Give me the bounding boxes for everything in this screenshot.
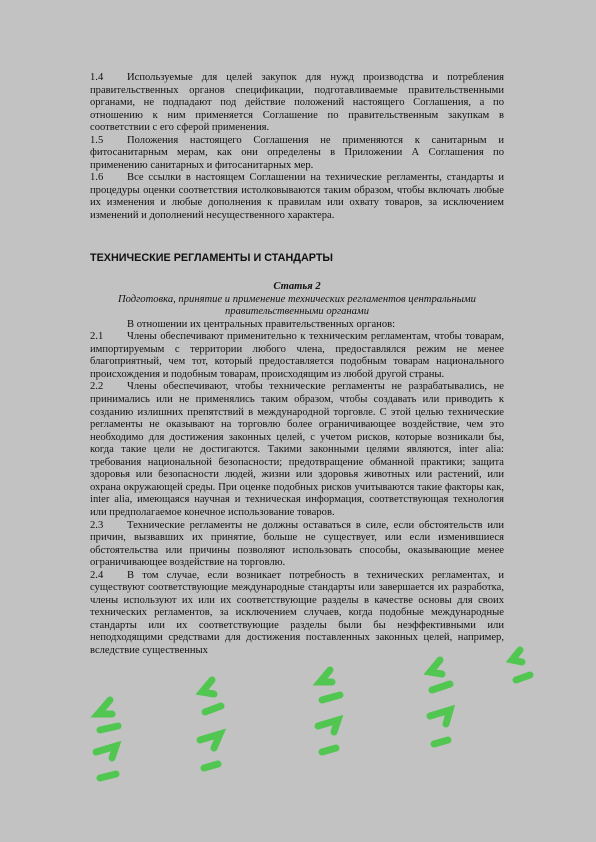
paragraph-text: Положения настоящего Соглашения не применяются к санитарным и фитосанитарным мерам, как они определены в Приложении А Соглашения по применению санитарных и фитосанитарных мер. <box>90 134 504 171</box>
watermark-stroke <box>320 670 332 682</box>
paragraph-text: Члены обеспечивают, чтобы технические регламенты не разрабатывались, не принимались или не применялись таким образом, чтобы создавать или приводить к созданию излишних препятствий в международной торговле. С этой целью технические регламенты не оказывают на торговлю более ограничивающее воздействие, чем это необходимо для достижения законных целей, с учетом рисков, которые возникали бы, когда такие цели не достигаются. Такими законными целями являются, inter alia: требования национальной безопасности; предотвращение обманной практики; защита здоровья или безопасности людей, жизни или здоровья животных или растений, или охрана окружающей среды. При оценке подобных рисков учитываются такие факторы как, inter alia, имеющаяся научная и техническая информация, соответствующая технология или предполагаемое конечное использование товаров. <box>90 381 504 518</box>
paragraph-number: 2.2 <box>90 381 104 393</box>
watermark-stroke <box>202 680 214 694</box>
paragraph-text: Члены обеспечивают применительно к техническим регламентам, чтобы товарам, импортируемым с территории любого члена, предоставлялся режим не менее благоприятный, чем тот, который предоставляется подобным товарам национального происхождения и подобным товарам, происходящим из любой другой страны. <box>90 331 504 380</box>
paragraph <box>90 520 504 570</box>
watermark-stroke <box>516 675 530 680</box>
intro-line: В отношении их центральных правительственных органов: <box>127 318 396 330</box>
watermark-stroke <box>96 746 116 758</box>
watermark-stroke <box>322 748 336 752</box>
paragraph <box>90 331 504 381</box>
document-page <box>90 72 504 658</box>
paragraph-group-main <box>90 331 504 657</box>
paragraph-text: В том случае, если возникает потребность в технических регламентах, и существуют соответствующие международные стандарты или завершается их разработка, члены используют их или их соответствующие разделы в качестве основы для своих технических регламентов, за исключением случаев, когда подобные международные стандарты или их соответствующие разделы были бы неэффективными или неподходящими средствами для достижения поставленных законных целей, например, вследствие существенных <box>90 569 504 656</box>
paragraph <box>90 135 504 173</box>
watermark-stroke <box>430 710 450 724</box>
watermark-stroke <box>204 764 218 768</box>
watermark-stroke <box>200 734 220 748</box>
watermark-stroke <box>205 706 221 712</box>
paragraph-text: Технические регламенты не должны оставаться в силе, если обстоятельств или причин, вызвавших их принятие, больше не существует, или если изменившиеся обстоятельства или причины позволяют использовать способы, оказывающие менее ограничивающее воздействие на торговлю. <box>90 519 504 569</box>
paragraph <box>90 72 504 135</box>
watermark-stroke <box>100 726 118 730</box>
watermark-stroke <box>434 740 448 744</box>
watermark-stroke <box>432 684 450 690</box>
paragraph-number: 2.1 <box>90 331 104 343</box>
watermark-stroke <box>512 650 522 662</box>
paragraph-number: 1.4 <box>90 72 104 83</box>
watermark-stroke <box>322 695 340 700</box>
watermark-stroke <box>318 720 338 732</box>
article-subtitle: Подготовка, принятие и применение технических регламентов центральными правительственными органами <box>118 293 476 318</box>
paragraph <box>90 570 504 658</box>
paragraph-group-top <box>90 72 504 223</box>
paragraph-number: 1.6 <box>90 172 104 184</box>
section-heading: ТЕХНИЧЕСКИЕ РЕГЛАМЕНТЫ И СТАНДАРТЫ <box>90 251 333 264</box>
paragraph-number: 1.5 <box>90 134 104 146</box>
paragraph-number: 2.4 <box>90 569 104 581</box>
paragraph-text: Используемые для целей закупок для нужд производства и потребления правительственных органов спецификации, подготавливаемые правительственными органами, не подпадают под действие положений настоящего Соглашения, а по отношению к ним применяется Соглашение по правительственным закупкам в соответствии с его сферой применения. <box>90 72 504 134</box>
paragraph-text: Все ссылки в настоящем Соглашении на технические регламенты, стандарты и процедуры оценки соответствия истолковываются таким образом, чтобы включать любые их изменения и любые дополнения к правилам или охвату товаров, за исключением изменений и дополнений несущественного характера. <box>90 172 504 222</box>
paragraph <box>90 172 504 222</box>
watermark-stroke <box>100 774 116 778</box>
watermark-stroke <box>98 700 112 714</box>
watermark-stroke <box>430 660 442 674</box>
paragraph <box>90 381 504 519</box>
paragraph-number: 2.3 <box>90 519 104 531</box>
article-title: Статья 2 <box>273 281 321 293</box>
